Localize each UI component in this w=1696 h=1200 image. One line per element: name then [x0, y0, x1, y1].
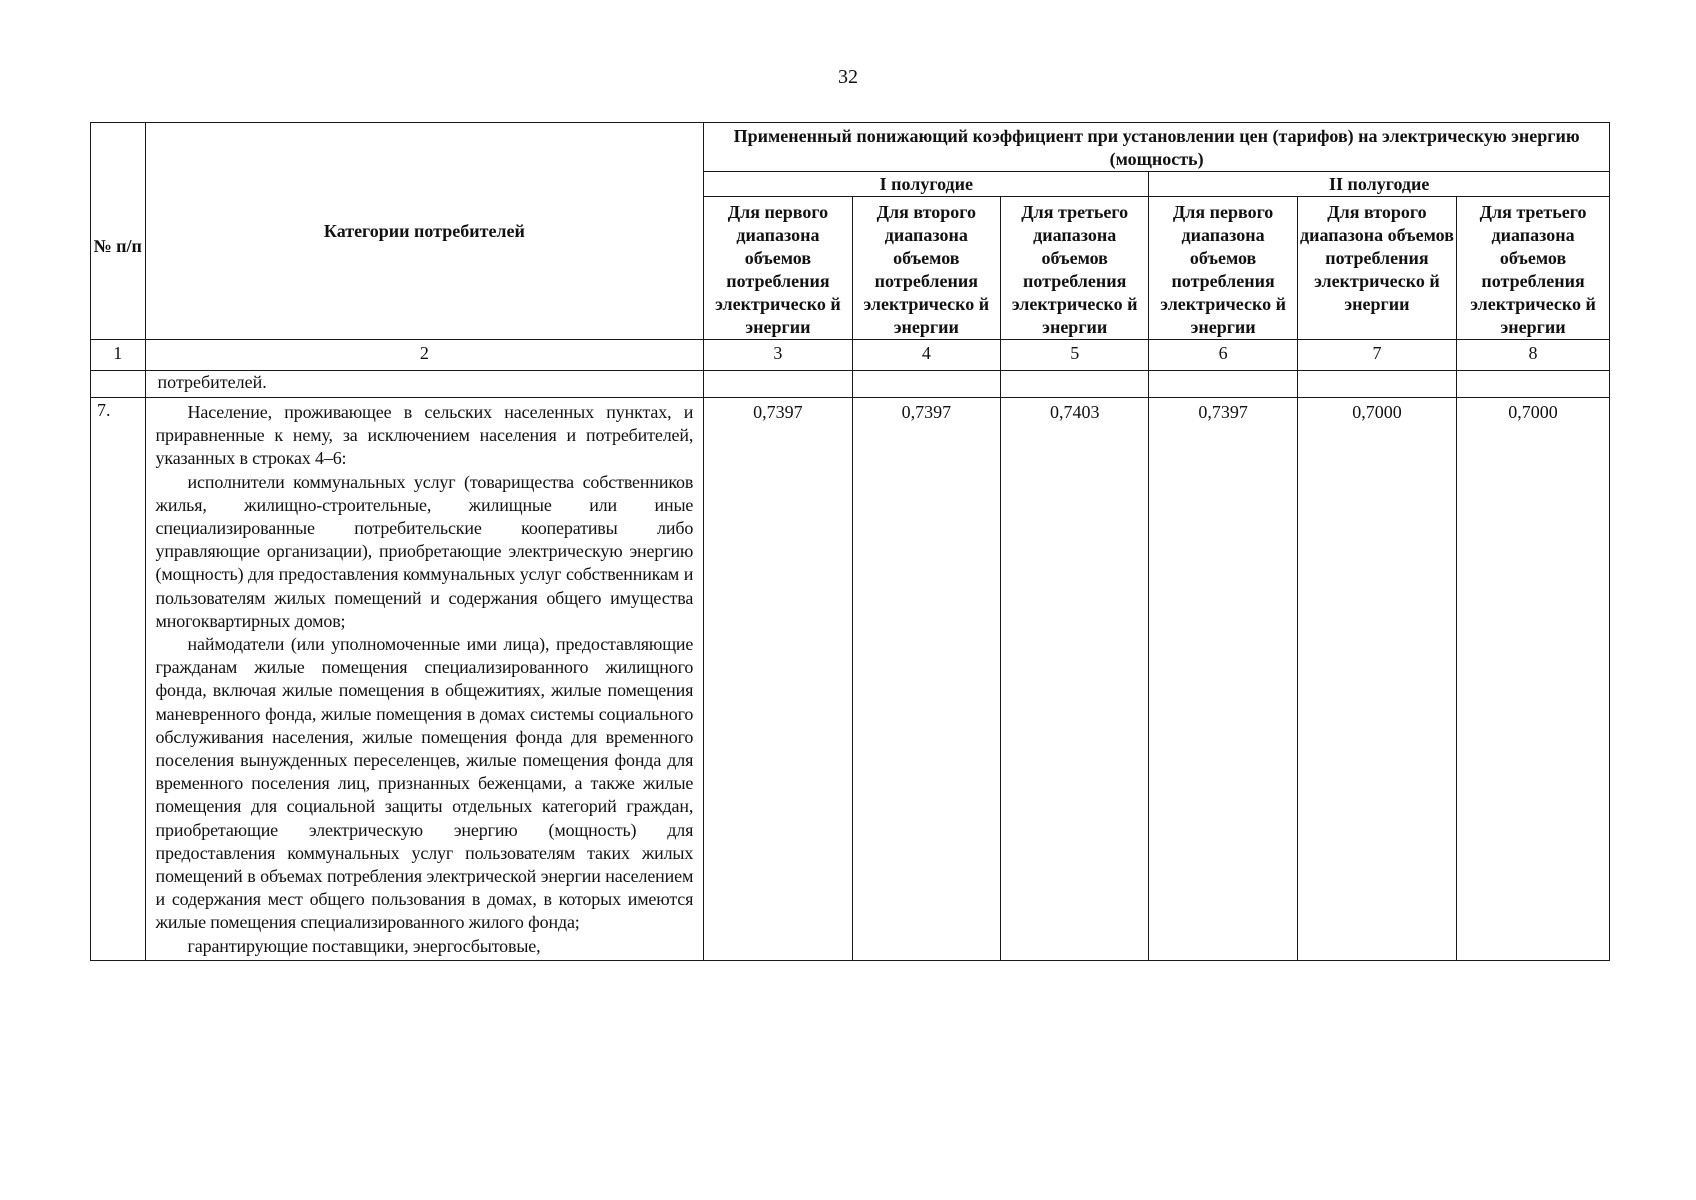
column-number: 6: [1149, 340, 1297, 371]
empty-cell: [1457, 371, 1610, 398]
column-number: 1: [91, 340, 146, 371]
header-range: Для первого диапазона объемов потребления электрическо й энергии: [1149, 197, 1297, 340]
column-number: 5: [1001, 340, 1149, 371]
header-category: Категории потребителей: [145, 123, 704, 340]
header-range: Для второго диапазона объемов потребления электрическо й энергии: [852, 197, 1000, 340]
empty-cell: [1149, 371, 1297, 398]
table-row: [91, 398, 1610, 961]
coefficient-value: 0,7397: [1149, 398, 1297, 961]
description-paragraph: исполнители коммунальных услуг (товарищества собственников жилья, жилищно-строительные, жилищные или иные специализированные потребительские кооперативы либо управляющие организации), приобретающие электрическую энергию (мощность) для предоставления коммунальных услуг собственникам и пользователям жилых помещений и содержания общего имущества многоквартирных домов;: [155, 471, 694, 631]
coefficient-value: 0,7000: [1297, 398, 1456, 961]
column-number: 4: [852, 340, 1000, 371]
header-num: № п/п: [91, 123, 146, 340]
description-paragraph: Население, проживающее в сельских населенных пунктах, и приравненные к нему, за исключением населения и потребителей, указанных в строках 4–6:: [155, 402, 694, 469]
empty-cell: [1001, 371, 1149, 398]
description-paragraph: гарантирующие поставщики, энергосбытовые,: [187, 935, 541, 956]
header-range: Для второго диапазона объемов потребления электрическо й энергии: [1297, 197, 1456, 340]
header-half-2: II полугодие: [1149, 172, 1610, 197]
continuation-text: потребителей.: [145, 371, 704, 398]
empty-cell: [1297, 371, 1456, 398]
row-description: [145, 398, 704, 961]
column-number: 2: [145, 340, 704, 371]
tariff-table: [90, 122, 1610, 961]
header-range: Для третьего диапазона объемов потребления электрическо й энергии: [1001, 197, 1149, 340]
header-range: Для третьего диапазона объемов потребления электрическо й энергии: [1457, 197, 1610, 340]
empty-cell: [91, 371, 146, 398]
coefficient-value: 0,7397: [704, 398, 852, 961]
header-range: Для первого диапазона объемов потребления электрическо й энергии: [704, 197, 852, 340]
empty-cell: [704, 371, 852, 398]
column-number: 8: [1457, 340, 1610, 371]
header-coef-title: Примененный понижающий коэффициент при установлении цен (тарифов) на электрическую энергию (мощность): [704, 123, 1610, 172]
coefficient-value: 0,7403: [1001, 398, 1149, 961]
row-number: 7.: [91, 398, 146, 961]
continuation-row: [91, 371, 1610, 398]
header-half-1: I полугодие: [704, 172, 1149, 197]
column-number: 7: [1297, 340, 1456, 371]
coefficient-value: 0,7397: [852, 398, 1000, 961]
coefficient-value: 0,7000: [1457, 398, 1610, 961]
page-number: 32: [838, 66, 858, 88]
empty-cell: [852, 371, 1000, 398]
description-paragraph: наймодатели (или уполномоченные ими лица), предоставляющие гражданам жилые помещения специализированного жилищного фонда, включая жилые помещения в общежитиях, жилые помещения маневренного фонда, жилые помещения в домах системы социального обслуживания населения, жилые помещения фонда для временного поселения вынужденных переселенцев, жилые помещения фонда для временного поселения лиц, признанных беженцами, а также жилые помещения для социальной защиты отдельных категорий граждан, приобретающие электрическую энергию (мощность) для предоставления коммунальных услуг пользователям таких жилых помещений в объемах потребления электрической энергии населением и содержания мест общего пользования в домах, в которых имеются жилые помещения специализированного жилого фонда;: [155, 634, 694, 933]
column-number: 3: [704, 340, 852, 371]
